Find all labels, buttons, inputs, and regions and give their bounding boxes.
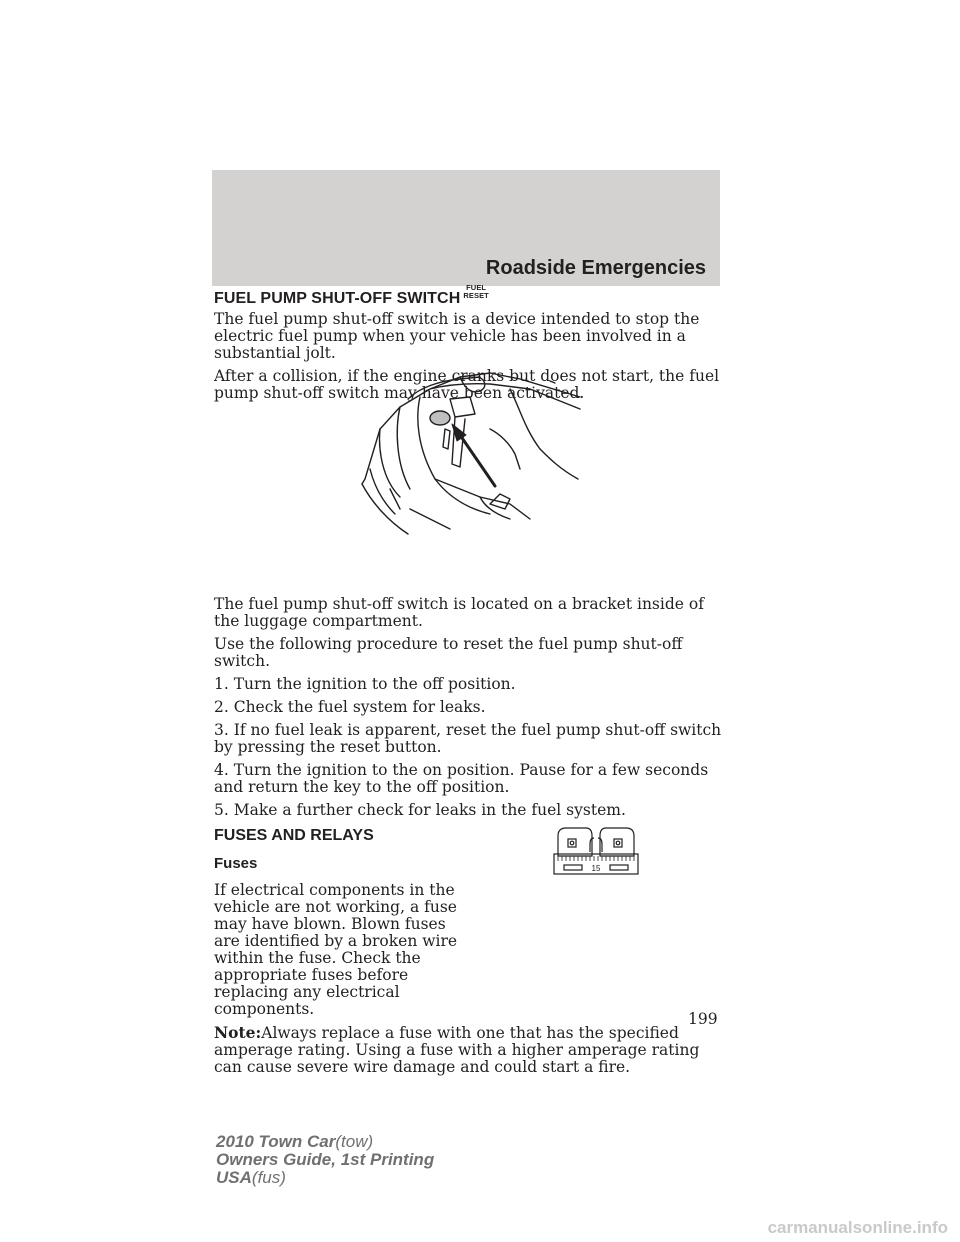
fuse-rating-label: 15 <box>591 864 601 873</box>
step-4: 4. Turn the ignition to the on position. Pause for a few seconds and return the key to the off position. <box>214 761 709 796</box>
trunk-illustration <box>360 369 582 539</box>
footer <box>216 1133 434 1187</box>
section-header-band <box>212 170 720 286</box>
footer-line3 <box>216 1169 434 1187</box>
fuel-pump-heading <box>214 283 726 308</box>
fuel-reset-icon-line2: RESET <box>463 290 489 300</box>
fuses-para1: If electrical components in the vehicle are not working, a fuse may have blown. Blown fuses are identified by a broken wire within the fuse. Check the appropriate fuses before replacing any electrical components. <box>214 881 458 1018</box>
fuel-reset-icon-line1: FUEL <box>466 283 487 292</box>
step-3: 3. If no fuel leak is apparent, reset the fuel pump shut-off switch by pressing the reset button. <box>214 721 722 756</box>
footer-line2: Owners Guide, 1st Printing <box>216 1150 435 1169</box>
fuse-illustration <box>550 826 642 878</box>
fuel-reset-icon <box>463 284 489 299</box>
fuel-pump-para4: Use the following procedure to reset the fuel pump shut-off switch. <box>214 635 683 670</box>
footer-market-code: (fus) <box>251 1168 286 1187</box>
watermark: carmanualsonline.info <box>767 1218 948 1237</box>
step-2: 2. Check the fuel system for leaks. <box>214 698 486 716</box>
section-title: Roadside Emergencies <box>485 257 706 279</box>
note-text: Always replace a fuse with one that has the specified amperage rating. Using a fuse with a higher amperage rating can cause severe wire damage and could start a fire. <box>214 1024 700 1076</box>
page-number: 199 <box>688 1010 718 1028</box>
footer-model-code: (tow) <box>335 1132 374 1151</box>
footer-market: USA <box>216 1168 252 1187</box>
fuel-pump-para3: The fuel pump shut-off switch is located on a bracket inside of the luggage compartment. <box>214 595 704 630</box>
step-5: 5. Make a further check for leaks in the fuel system. <box>214 801 626 819</box>
step-1: 1. Turn the ignition to the off position. <box>214 675 516 693</box>
footer-line1 <box>216 1133 434 1151</box>
footer-model: 2010 Town Car <box>216 1132 336 1151</box>
fuses-subheading: Fuses <box>214 855 258 872</box>
fuses-note <box>214 1024 726 1076</box>
fuel-pump-para1: The fuel pump shut-off switch is a device intended to stop the electric fuel pump when your vehicle has been involved in a substantial jolt. <box>214 310 700 362</box>
note-label: Note: <box>214 1023 262 1042</box>
fuses-relays-heading: FUSES AND RELAYS <box>214 827 374 844</box>
fuel-pump-para2: After a collision, if the engine cranks but does not start, the fuel pump shut-off switch may have been activated. <box>214 367 720 402</box>
fuel-pump-heading-text: FUEL PUMP SHUT-OFF SWITCH <box>214 290 461 307</box>
